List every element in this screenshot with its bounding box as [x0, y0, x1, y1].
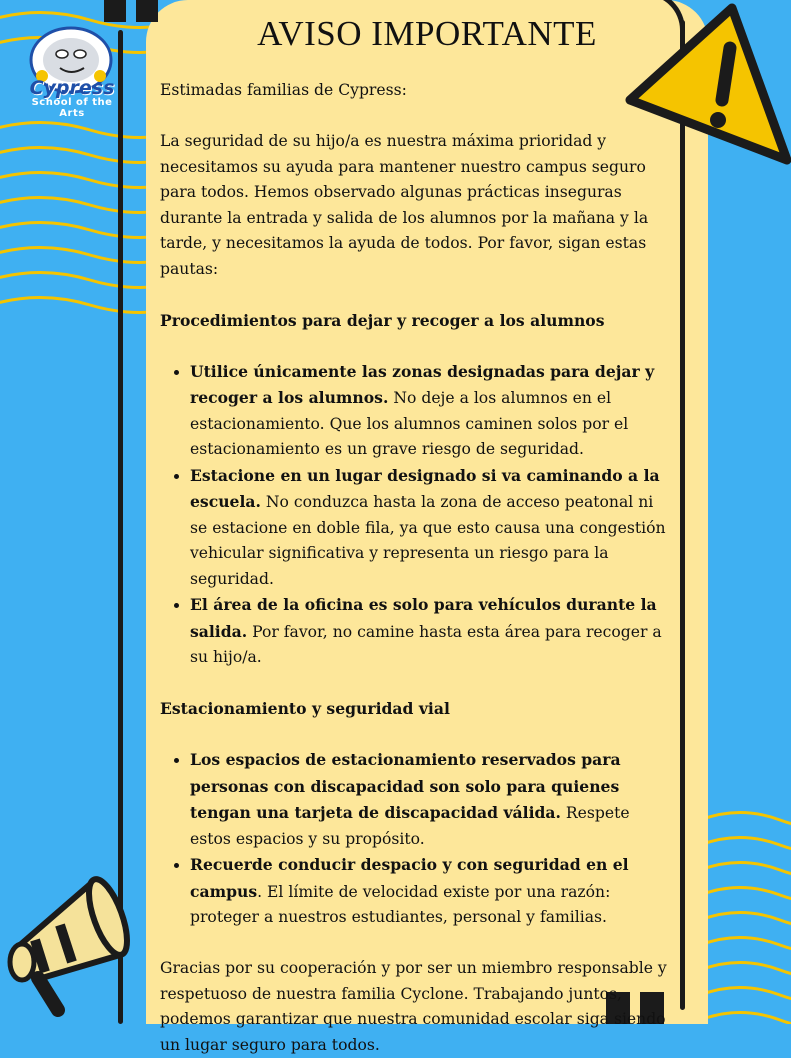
list-item-text: Por favor, no camine hasta esta área para recoger a su hijo/a. [190, 622, 662, 666]
notice-body [160, 78, 675, 1058]
list-item-text: No conduzca hasta la zona de acceso peatonal ni se estacione en doble fila, ya que esto causa una congestión vehicular significativa y representa un riesgo para la seguridad. [190, 493, 666, 588]
intro-paragraph: La seguridad de su hijo/a es nuestra máxima prioridad y necesitamos su ayuda para mantener nuestro campus seguro para todos. Hemos observado algunas prácticas inseguras durante la entrada y salida de los alumnos por la mañana y la tarde, y necesitamos la ayuda de todos. Por favor, sigan estas pautas: [160, 132, 649, 278]
list-item-bold: Los espacios de estacionamiento reservados para personas con discapacidad son solo para quienes tengan una tarjeta de discapacidad válida. [190, 750, 621, 822]
list-item-text: Respete estos espacios y su propósito. [190, 804, 630, 848]
logo-subtitle: School of the Arts [31, 97, 113, 119]
section-heading-dropoff: Procedimientos para dejar y recoger a los alumnos [160, 310, 605, 330]
list-item [190, 592, 675, 671]
logo-name: Cypress [29, 77, 115, 99]
list-item-bold: Recuerde conducir despacio y con seguridad en el campus [190, 855, 629, 901]
greeting: Estimadas familias de Cypress: [160, 81, 407, 99]
list-item-bold: Utilice únicamente las zonas designadas para dejar y recoger a los alumnos. [190, 361, 655, 407]
list-item [190, 359, 675, 463]
list-item [190, 852, 675, 931]
parking-list [160, 747, 675, 931]
closing-paragraph: Gracias por su cooperación y por ser un miembro responsable y respetuoso de nuestra familia Cyclone. Trabajando juntos, podemos garantizar que nuestra comunidad escolar siga siendo un lugar seguro para todos. [160, 959, 667, 1054]
section-heading-parking: Estacionamiento y seguridad vial [160, 699, 450, 718]
list-item-bold: El área de la oficina es solo para vehículos durante la salida. [190, 595, 657, 641]
page-title: AVISO IMPORTANTE [257, 14, 597, 53]
list-item-text: No deje a los alumnos en el estacionamiento. Que los alumnos caminen solos por el estacionamiento es un grave riesgo de seguridad. [190, 389, 629, 458]
list-item-text: . El límite de velocidad existe por una razón: proteger a nuestros estudiantes, personal y familias. [190, 882, 611, 926]
list-item [190, 463, 675, 593]
megaphone-icon [0, 860, 140, 1020]
list-item-bold: Estacione en un lugar designado si va caminando a la escuela. [190, 465, 660, 511]
dropoff-list [160, 359, 675, 671]
list-item [190, 747, 675, 852]
